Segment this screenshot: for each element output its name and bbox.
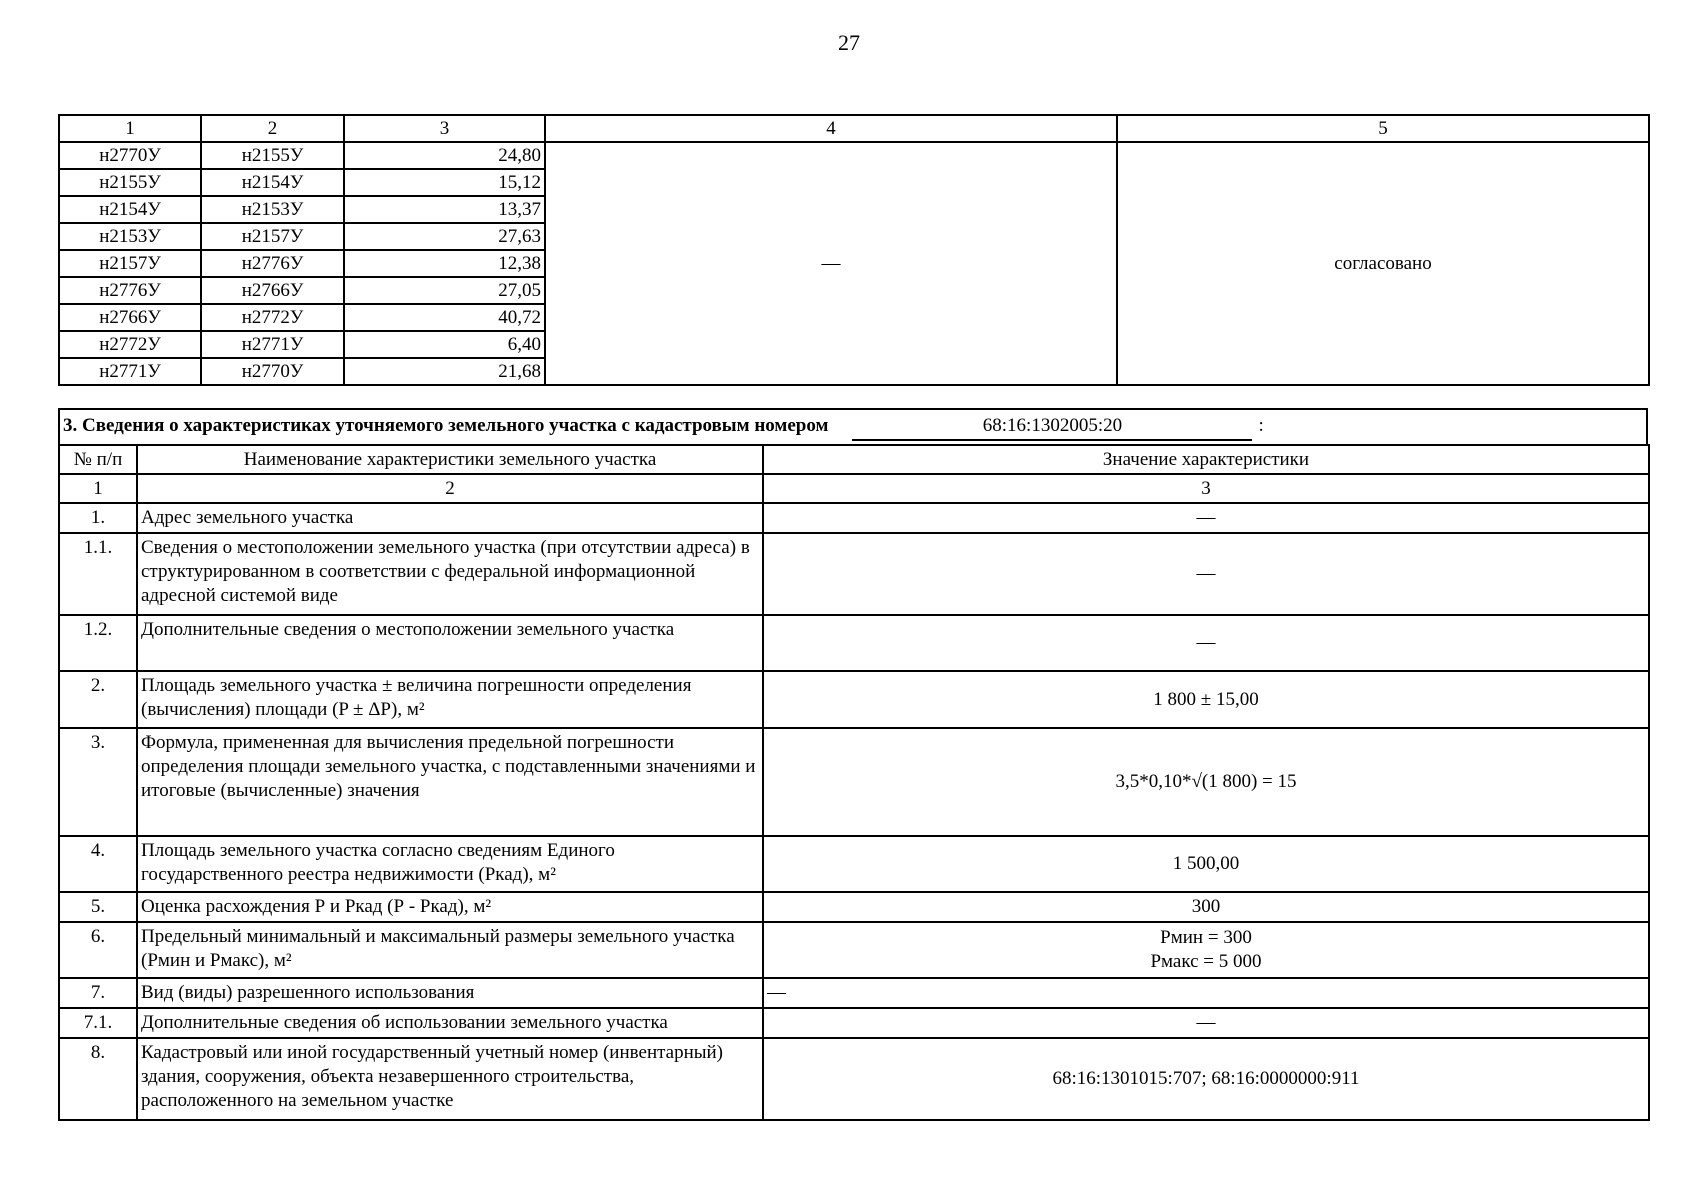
segment-from-point: н2154У — [59, 196, 201, 223]
segment-to-point: н2153У — [201, 196, 344, 223]
segment-to-point: н2157У — [201, 223, 344, 250]
segment-to-point: н2776У — [201, 250, 344, 277]
table-row — [59, 1038, 1649, 1120]
segment-to-point: н2771У — [201, 331, 344, 358]
characteristic-value-line: — — [1196, 632, 1216, 653]
segment-length: 15,12 — [344, 169, 545, 196]
characteristic-number: 4. — [59, 836, 137, 892]
table-row — [59, 503, 1649, 533]
segments-header-cell: 1 — [59, 115, 201, 142]
segment-from-point: н2770У — [59, 142, 201, 169]
characteristic-value — [763, 1008, 1649, 1038]
characteristic-name: Оценка расхождения Р и Ркад (Р - Ркад), м² — [137, 892, 763, 922]
characteristic-number: 3. — [59, 728, 137, 836]
characteristic-name: Формула, примененная для вычисления предельной погрешности определения площади земельного участка, с подставленными значениями и итоговые (вычисленные) значения — [137, 728, 763, 836]
segment-length: 27,63 — [344, 223, 545, 250]
segment-to-point: н2770У — [201, 358, 344, 385]
table-row — [59, 978, 1649, 1008]
characteristic-value-line: — — [1196, 507, 1216, 528]
characteristic-value — [763, 503, 1649, 533]
characteristic-name: Дополнительные сведения об использовании земельного участка — [137, 1008, 763, 1038]
section3-cadastral-number: 68:16:1302005:20 — [852, 413, 1252, 441]
characteristic-value-line: Рмакс = 5 000 — [1150, 951, 1262, 972]
segments-approval-status: согласовано — [1117, 142, 1649, 385]
section3-heading-table — [58, 408, 1648, 446]
segments-header-cell: 5 — [1117, 115, 1649, 142]
characteristics-index-cell: 2 — [137, 474, 763, 503]
characteristics-header-cell: Наименование характеристики земельного участка — [137, 445, 763, 474]
characteristic-value — [763, 728, 1649, 836]
segment-to-point: н2772У — [201, 304, 344, 331]
segment-to-point: н2154У — [201, 169, 344, 196]
segments-header-cell: 2 — [201, 115, 344, 142]
characteristic-number: 7.1. — [59, 1008, 137, 1038]
segment-from-point: н2153У — [59, 223, 201, 250]
characteristic-number: 8. — [59, 1038, 137, 1120]
characteristic-value — [763, 922, 1649, 978]
characteristic-name: Площадь земельного участка согласно сведениям Единого государственного реестра недвижимости (Ркад), м² — [137, 836, 763, 892]
section3-heading-row — [59, 409, 1647, 445]
characteristic-value-line: — — [1196, 1012, 1216, 1033]
characteristic-name: Адрес земельного участка — [137, 503, 763, 533]
section3-title: 3. Сведения о характеристиках уточняемого земельного участка с кадастровым номером — [63, 415, 829, 436]
segment-length: 40,72 — [344, 304, 545, 331]
characteristics-header-row — [59, 445, 1649, 474]
segment-length: 27,05 — [344, 277, 545, 304]
section3-suffix: : — [1258, 415, 1264, 436]
characteristics-header-cell: № п/п — [59, 445, 137, 474]
characteristics-table — [58, 444, 1650, 1121]
segment-length: 21,68 — [344, 358, 545, 385]
characteristic-value — [763, 892, 1649, 922]
characteristics-index-cell: 3 — [763, 474, 1649, 503]
characteristic-name: Площадь земельного участка ± величина погрешности определения (вычисления) площади (P ± ΔP), м² — [137, 671, 763, 728]
page-number: 27 — [838, 30, 860, 55]
characteristic-number: 5. — [59, 892, 137, 922]
characteristic-value-line: 300 — [1191, 896, 1221, 917]
characteristics-index-cell: 1 — [59, 474, 137, 503]
segments-header-cell: 4 — [545, 115, 1117, 142]
section3-heading-cell — [59, 409, 1647, 445]
table-row — [59, 836, 1649, 892]
characteristic-value-line: — — [767, 982, 786, 1003]
segment-from-point: н2776У — [59, 277, 201, 304]
characteristic-name: Вид (виды) разрешенного использования — [137, 978, 763, 1008]
characteristic-number: 1.2. — [59, 615, 137, 671]
characteristic-name: Сведения о местоположении земельного участка (при отсутствии адреса) в структурированном в соответствии с федеральной информационной адресной системой виде — [137, 533, 763, 615]
characteristic-number: 1. — [59, 503, 137, 533]
segment-from-point: н2771У — [59, 358, 201, 385]
segments-table — [58, 114, 1650, 386]
characteristic-value-line: 68:16:1301015:707; 68:16:0000000:911 — [1052, 1068, 1360, 1089]
characteristic-name: Дополнительные сведения о местоположении земельного участка — [137, 615, 763, 671]
characteristic-value-line: 1 800 ± 15,00 — [1153, 688, 1259, 710]
characteristic-value — [763, 1038, 1649, 1120]
characteristics-header-cell: Значение характеристики — [763, 445, 1649, 474]
characteristic-value — [763, 978, 1649, 1008]
characteristic-number: 2. — [59, 671, 137, 728]
table-row — [59, 892, 1649, 922]
segment-length: 24,80 — [344, 142, 545, 169]
characteristic-name: Кадастровый или иной государственный учетный номер (инвентарный) здания, сооружения, объекта незавершенного строительства, расположенного на земельном участке — [137, 1038, 763, 1120]
characteristics-index-row — [59, 474, 1649, 503]
segment-length: 13,37 — [344, 196, 545, 223]
characteristic-value-line: 3,5*0,10*√(1 800) = 15 — [1115, 771, 1297, 792]
segment-from-point: н2766У — [59, 304, 201, 331]
characteristic-value — [763, 671, 1649, 728]
segment-from-point: н2772У — [59, 331, 201, 358]
table-row — [59, 533, 1649, 615]
table-row — [59, 142, 1649, 169]
characteristic-number: 1.1. — [59, 533, 137, 615]
characteristic-value — [763, 615, 1649, 671]
segment-from-point: н2157У — [59, 250, 201, 277]
segment-from-point: н2155У — [59, 169, 201, 196]
segment-to-point: н2155У — [201, 142, 344, 169]
characteristic-name: Предельный минимальный и максимальный размеры земельного участка (Рмин и Рмакс), м² — [137, 922, 763, 978]
characteristic-value — [763, 533, 1649, 615]
characteristic-value-line: 1 500,00 — [1172, 853, 1240, 874]
characteristic-value-line: Рмин = 300 — [1160, 927, 1252, 948]
table-row — [59, 1008, 1649, 1038]
segments-col4-value: — — [545, 142, 1117, 385]
table-row — [59, 671, 1649, 728]
characteristic-value — [763, 836, 1649, 892]
characteristic-number: 6. — [59, 922, 137, 978]
segment-to-point: н2766У — [201, 277, 344, 304]
table-row — [59, 728, 1649, 836]
segment-length: 6,40 — [344, 331, 545, 358]
table-row — [59, 615, 1649, 671]
table-row — [59, 922, 1649, 978]
segments-header-cell: 3 — [344, 115, 545, 142]
segment-length: 12,38 — [344, 250, 545, 277]
characteristic-value-line: — — [1196, 563, 1216, 584]
segments-header-row — [59, 115, 1649, 142]
characteristic-number: 7. — [59, 978, 137, 1008]
